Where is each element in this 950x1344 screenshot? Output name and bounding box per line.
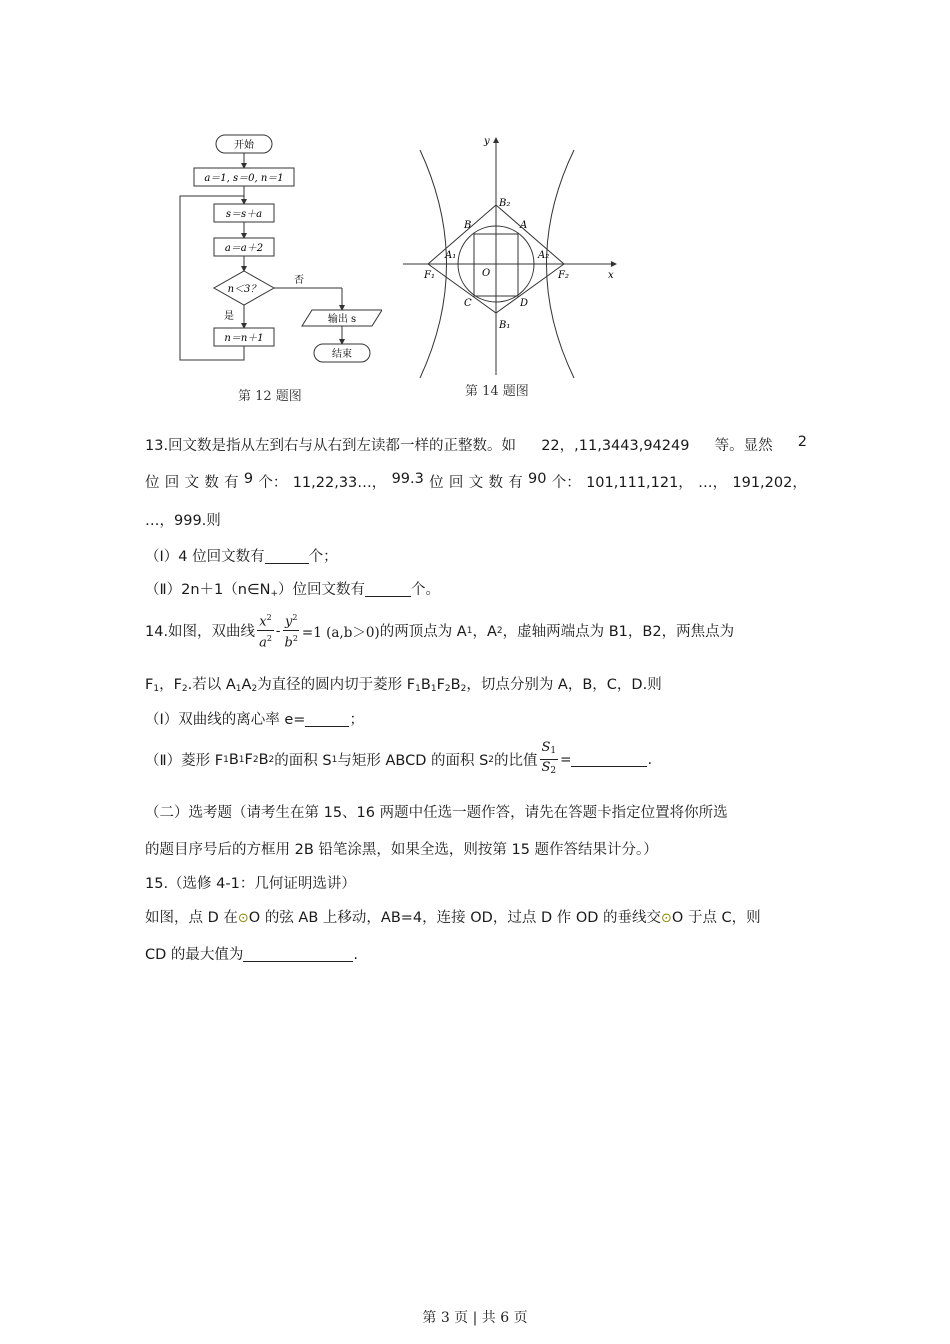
elective-instructions-line2: 的题目序号后的方框用 2B 铅笔涂黑，如果全选，则按第 15 题作答结果计分。） [145, 842, 658, 858]
point-d-label: D [520, 298, 529, 309]
answer-blank [265, 549, 309, 564]
q15-title: 15.（选修 4-1：几何证明选讲） [145, 876, 356, 892]
circle-dot-symbol: ⊙ [237, 911, 249, 926]
q13-line2 [145, 471, 807, 492]
circle-dot-symbol: ⊙ [661, 911, 672, 926]
q14-line1: 14.如图，双曲线 $\frac{x^2}{a^2}$ - $\frac{y^2}{b^2}$ =1 (a,b＞0) 的两顶点为 A 1 ，A 2 ，虚轴两端点为 B1，B2，两焦点为 [145, 610, 734, 652]
figure-12-flowchart [172, 128, 382, 378]
q13-line2-part: 191,202， [732, 475, 807, 491]
flow-output-text: 输出 s [327, 314, 357, 325]
q13-line2-part: 个： [258, 475, 288, 491]
q13-line2-part: 99.3 [391, 471, 424, 487]
flow-start-text: 开始 [234, 140, 254, 151]
point-f2-label: F₂ [558, 270, 569, 281]
q13-line2-part: 文 [468, 475, 484, 491]
q13-line2-part: 文 [184, 475, 200, 491]
q13-line1-part: 2 [797, 434, 807, 450]
q13-line1-part: 22，,11,3443,94249 [541, 438, 690, 454]
figure-14-caption: 第 14 题图 [465, 384, 529, 399]
flow-step2-text: a＝a＋2 [224, 243, 264, 254]
fraction-x2-a2: $\frac{x^2}{a^2}$ [257, 610, 274, 652]
q13-line1-part: 13.回文数是指从左到右与从右到左读都一样的正整数。如 [145, 438, 517, 454]
q14-part2: （Ⅱ）菱形 F 1 B 1 F 2 B 2 的面积 S 1 与矩形 ABCD 的面积 S 2 的比值 $\frac{S_1}{S_2}$ = . [145, 740, 652, 779]
axis-y-label: y [484, 136, 490, 147]
answer-blank [365, 582, 411, 597]
q13-line2-part: 数 [488, 475, 503, 491]
q13-line2-part: 90 [528, 471, 547, 487]
flow-condition-text: n＜3？ [227, 284, 261, 295]
point-b1-label: B₁ [499, 320, 511, 331]
axis-x-label: x [608, 270, 614, 281]
q15-line1: 如图，点 D 在⊙O 的弦 AB 上移动，AB=4，连接 OD，过点 D 作 OD 的垂线交⊙O 于点 C，则 [145, 910, 761, 926]
answer-blank [305, 712, 349, 727]
q13-line2-part: 有 [508, 475, 523, 491]
q13-line2-part: 个： [551, 475, 581, 491]
figure-12-caption: 第 12 题图 [238, 389, 302, 404]
point-a1-label: A₁ [445, 250, 457, 261]
flow-yes-label: 是 [224, 311, 234, 322]
q13-line2-part: 位 [145, 475, 160, 491]
answer-blank [243, 947, 353, 962]
flow-init-text: a＝1, s＝0, n＝1 [204, 173, 284, 184]
q13-line1-part: 等。显然 [714, 438, 773, 454]
q13-line2-part: 位 [429, 475, 444, 491]
fraction-y2-b2: $\frac{y^2}{b^2}$ [282, 610, 299, 652]
answer-blank [571, 752, 647, 767]
q13-line2-part: 101,111,121， [586, 475, 693, 491]
q14-line2: $F_1$，$F_2$.若以 $A_1A_2$为直径的圆内切于菱形 $F_1B_1F_2B_2$，切点分别为 A，B，C，D.则 [145, 677, 662, 694]
q13-line2-part: 11,22,33…， [292, 475, 387, 491]
point-f1-label: F₁ [424, 270, 435, 281]
q13-line2-part: 数 [204, 475, 219, 491]
q13-line3: …，999.则 [145, 513, 221, 529]
point-a2-label: A₂ [538, 250, 550, 261]
q13-line2-part: 回 [164, 475, 180, 491]
q13-line1 [145, 434, 807, 455]
q13-part2: $(Ⅱ)2n+1(n\in N_+)$位回文数有 个。 [145, 582, 440, 599]
flow-end-text: 结束 [332, 349, 352, 360]
q13-line2-part: 回 [448, 475, 464, 491]
point-b2-label: B₂ [499, 198, 511, 209]
figure-14-hyperbola [398, 130, 638, 380]
origin-label: O [482, 268, 491, 279]
q15-line2: CD 的最大值为 . [145, 947, 359, 963]
q13-line2-part: 有 [224, 475, 239, 491]
q13-line2-part: …， [698, 475, 728, 491]
point-a-label: A [520, 220, 528, 231]
fraction-s1-s2: $\frac{S_1}{S_2}$ [541, 740, 557, 776]
q13-part1: （Ⅰ）4 位回文数有 个； [145, 549, 338, 565]
elective-instructions-line1: （二）选考题（请考生在第 15、16 两题中任选一题作答，请先在答题卡指定位置将你所选 [145, 805, 728, 821]
page-footer: 第 3 页 | 共 6 页 [422, 1310, 528, 1326]
flow-step1-text: s＝s＋a [225, 209, 263, 220]
point-c-label: C [464, 298, 472, 309]
flow-no-label: 否 [294, 275, 304, 286]
flow-step3-text: n＝n＋1 [224, 333, 264, 344]
q14-part1: （Ⅰ）双曲线的离心率 e= ； [145, 712, 364, 728]
point-b-label: B [464, 220, 472, 231]
q13-line2-part: 9 [243, 471, 254, 487]
